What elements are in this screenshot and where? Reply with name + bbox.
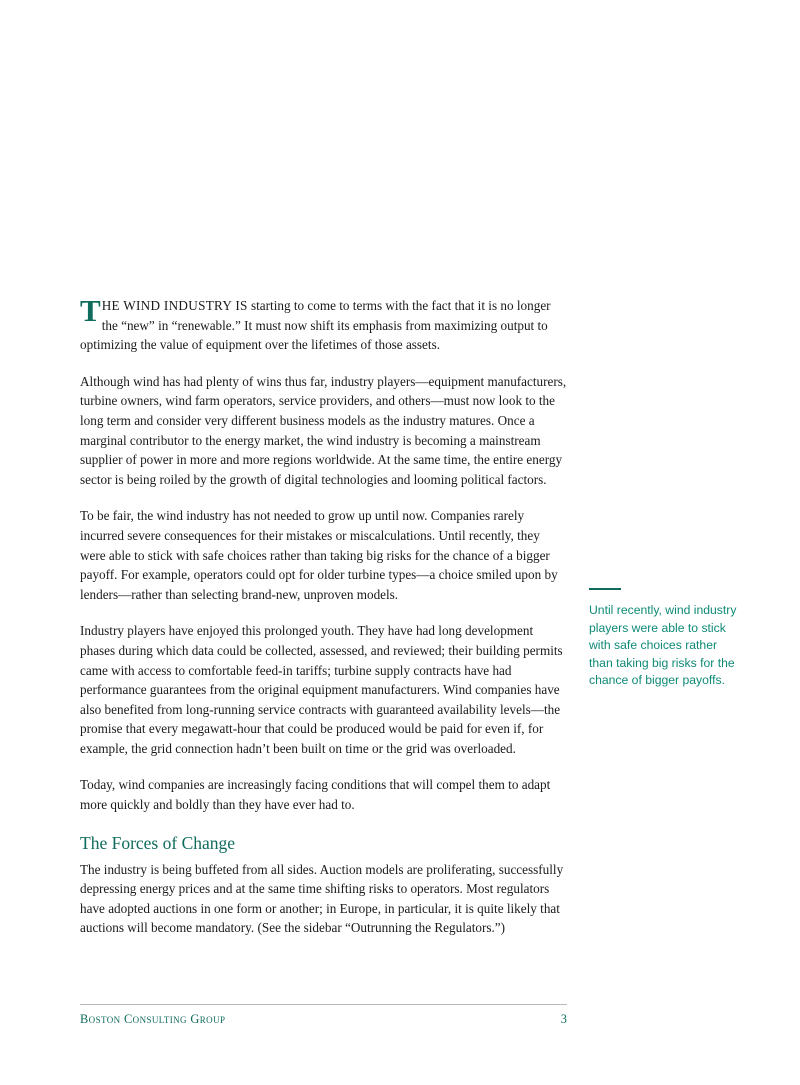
drop-cap: T [80, 293, 101, 328]
pull-quote-text: Until recently, wind industry players were able to stick with safe choices rather than taking big risks for the chance of bigger payoffs. [589, 603, 737, 688]
page-footer [80, 1012, 567, 1027]
paragraph-intro [80, 293, 567, 355]
footer-divider [80, 1004, 567, 1005]
pull-quote [589, 588, 739, 690]
intro-small-caps: HE WIND INDUSTRY IS [101, 298, 248, 313]
article-body [80, 293, 567, 938]
pull-quote-rule [589, 588, 621, 590]
intro-rest: starting to come to terms with the fact that it is no longer the “new” in “renewable.” It must now shift its emphasis from maximizing output to optimizing the value of equipment over the lifetimes of those assets. [80, 298, 551, 353]
paragraph-2: Although wind has had plenty of wins thus far, industry players—equipment manufacturers, turbine owners, wind farm operators, service providers, and others—must now look to the long term and consider very different business models as the industry matures. Once a marginal contributor to the energy market, the wind industry is becoming a mainstream supplier of power in more and more regions worldwide. At the same time, the entire energy sector is being roiled by the growth of digital technologies and looming political factors. [80, 373, 567, 487]
footer-brand: Boston Consulting Group [80, 1012, 226, 1026]
paragraph-4: Industry players have enjoyed this prolonged youth. They have had long development phases during which data could be collected, assessed, and reviewed; their building permits came with access to comfortable feed-in tariffs; turbine supply contracts have had performance guarantees from the original equipment manufacturers. Wind companies have also benefited from long-running service contracts with guaranteed availability levels—the promise that every megawatt-hour that could be produced would be paid for even if, for example, the grid connection hadn’t been built on time or the grid was overloaded. [80, 623, 563, 756]
paragraph-5: Today, wind companies are increasingly facing conditions that will compel them to adapt more quickly and boldly than they have ever had to. [80, 777, 551, 813]
paragraph-3: To be fair, the wind industry has not needed to grow up until now. Companies rarely incurred severe consequences for their mistakes or miscalculations. Until recently, they were able to stick with safe choices rather than taking big risks for the chance of a bigger payoff. For example, operators could opt for older turbine types—a choice smiled upon by lenders—rather than selecting brand-new, unproven models. [80, 508, 558, 602]
footer-page-number: 3 [560, 1012, 567, 1026]
section-heading: The Forces of Change [80, 832, 236, 853]
section-paragraph: The industry is being buffeted from all sides. Auction models are proliferating, successfully depressing energy prices and at the same time shifting risks to operators. Most regulators have adopted auctions in one form or another; in Europe, in particular, it is quite likely that auctions will become mandatory. (See the sidebar “Outrunning the Regulators.”) [80, 861, 564, 936]
